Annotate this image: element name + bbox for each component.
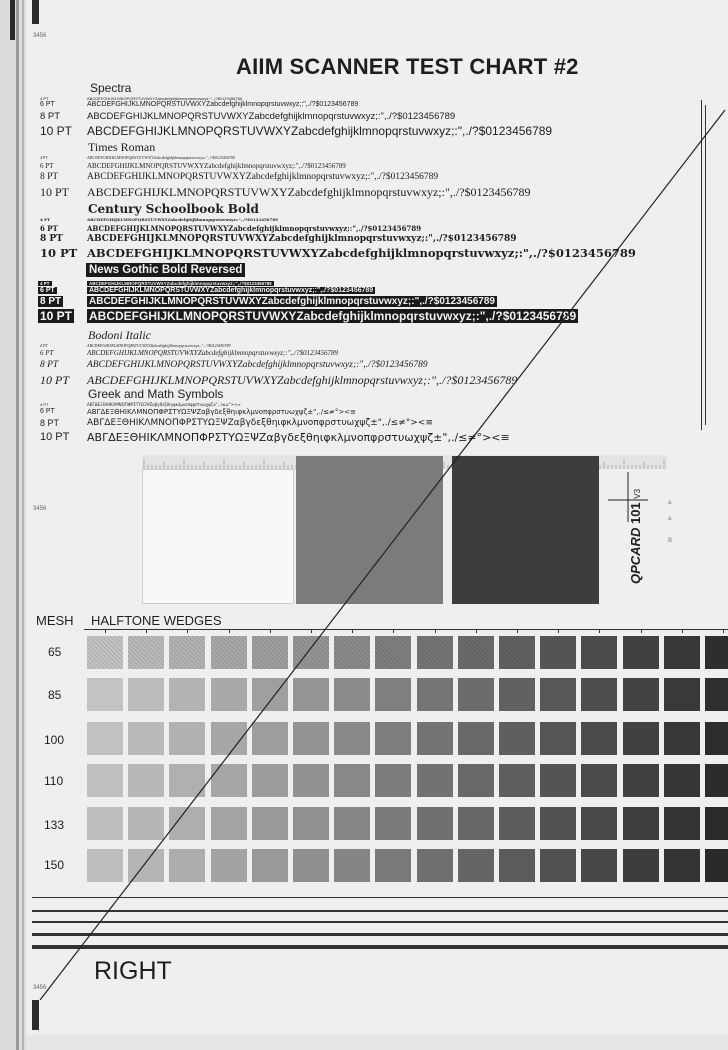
qpcard-mark: B (668, 538, 673, 544)
point-size-label: 8 PT (40, 234, 63, 244)
point-size-label: 6 PT (40, 349, 54, 357)
point-size-label: 4 PT (40, 402, 49, 407)
halftone-wedges-heading: HALFTONE WEDGES (91, 613, 222, 628)
point-size-label: 6 PT (40, 224, 58, 233)
point-size-label: 8 PT (40, 296, 62, 307)
point-size-label: 4 PT (40, 217, 51, 222)
specimen-text: ABCDEFGHIJKLMNOPQRSTUVWXYZabcdefghijklmnopqrstuvwxyz;:",./?$0123456789 (87, 124, 553, 138)
specimen-text: ABCDEFGHIJKLMNOPQRSTUVWXYZabcdefghijklmnopqrstuvwxyz;:",./?$0123456789 (87, 101, 359, 108)
point-size-label: 6 PT (40, 408, 55, 415)
specimen-text: ABCDEFGHIJKLMNOPQRSTUVWXYZabcdefghijklmnopqrstuvwxyz;:",./?$0123456789 (87, 162, 346, 170)
font-heading-bodoni-italic: Bodoni Italic (88, 328, 151, 342)
mesh-value-label: 65 (48, 645, 62, 659)
qpcard-brand: QPCARD (628, 527, 643, 584)
specimen-text: ABCDEFGHIJKLMNOPQRSTUVWXYZabcdefghijklmnopqrstuvwxyz;:",./?$0123456789 (87, 360, 428, 370)
point-size-label: 10 PT (40, 431, 70, 443)
specimen-text: ABCDEFGHIJKLMNOPQRSTUVWXYZabcdefghijklmnopqrstuvwxyz;:",./?$0123456789 (87, 96, 243, 101)
specimen-text: ABCDEFGHIJKLMNOPQRSTUVWXYZabcdefghijklmnopqrstuvwxyz;:",./?$0123456789 (87, 343, 231, 348)
specimen-text: ΑΒΓΔΕΞΘΗΙΚΛΜΝΟΠΦΡΣΤΥΩΞΨΖαβγδεξθηιφκλμνοπφρστυωχψζ±",./≤≠°><≡ (87, 408, 357, 416)
qpcard-model: 101 (628, 502, 643, 525)
point-size-label: 8 PT (40, 111, 61, 122)
point-size-label: 8 PT (40, 360, 59, 370)
mesh-value-label: 85 (48, 688, 62, 702)
qpcard-mark: a (668, 516, 672, 522)
margin-code-bottom: 3456 (33, 985, 47, 991)
point-size-label: 4 PT (40, 155, 48, 160)
mesh-value-label: 133 (44, 818, 65, 832)
specimen-text: ABCDEFGHIJKLMNOPQRSTUVWXYZabcdefghijklmnopqrstuvwxyz;:",./?$0123456789 (87, 155, 235, 160)
specimen-text: ΑΒΓΔΕΞΘΗΙΚΛΜΝΟΠΦΡΣΤΥΩΞΨΖαβγδεξθηιφκλμνοπφρστυωχψζ±",./≤≠°><≡ (87, 402, 241, 407)
point-size-label: 4 PT (40, 343, 48, 348)
font-heading-news-gothic: News Gothic Bold Reversed (86, 263, 245, 277)
specimen-text: ABCDEFGHIJKLMNOPQRSTUVWXYZabcdefghijklmnopqrstuvwxyz;:",./?$0123456789 (87, 349, 339, 357)
point-size-label: 6 PT (40, 162, 54, 170)
specimen-text: ABCDEFGHIJKLMNOPQRSTUVWXYZabcdefghijklmnopqrstuvwxyz;:",./?$0123456789 (87, 217, 278, 222)
point-size-label: 6 PT (40, 101, 55, 108)
specimen-text: ABCDEFGHIJKLMNOPQRSTUVWXYZabcdefghijklmnopqrstuvwxyz;:",./?$0123456789 (89, 309, 577, 323)
font-heading-century-schoolbook: Century Schoolbook Bold (88, 202, 259, 216)
specimen-text: ABCDEFGHIJKLMNOPQRSTUVWXYZabcdefghijklmnopqrstuvwxyz;:",./?$0123456789 (87, 234, 517, 244)
specimen-text: ΑΒΓΔΕΞΘΗΙΚΛΜΝΟΠΦΡΣΤΥΩΞΨΖαβγδεξθηιφκλμνοπφρστυωχψζ±",./≤≠°><≡ (87, 431, 510, 444)
point-size-label: 6 PT (40, 287, 55, 294)
point-size-label: 8 PT (40, 418, 60, 428)
specimen-text: ΑΒΓΔΕΞΘΗΙΚΛΜΝΟΠΦΡΣΤΥΩΞΨΖαβγδεξθηιφκλμνοπφρστυωχψζ±",./≤≠°><≡ (87, 418, 433, 428)
qpcard-version: V3 (633, 488, 642, 499)
orientation-label: RIGHT (94, 957, 172, 985)
specimen-text: ABCDEFGHIJKLMNOPQRSTUVWXYZabcdefghijklmnopqrstuvwxyz;:",./?$0123456789 (87, 111, 456, 122)
mesh-value-label: 150 (44, 858, 65, 872)
specimen-text: ABCDEFGHIJKLMNOPQRSTUVWXYZabcdefghijklmnopqrstuvwxyz;:",./?$0123456789 (87, 224, 422, 233)
chart-title: AIIM SCANNER TEST CHART #2 (236, 54, 579, 79)
specimen-text: ABCDEFGHIJKLMNOPQRSTUVWXYZabcdefghijklmnopqrstuvwxyz;:",./?$0123456789 (89, 287, 374, 294)
font-heading-spectra: Spectra (90, 81, 132, 95)
font-heading-times-roman: Times Roman (88, 140, 156, 154)
specimen-text: ABCDEFGHIJKLMNOPQRSTUVWXYZabcdefghijklmnopqrstuvwxyz;:",./?$0123456789 (87, 172, 439, 182)
specimen-text: ABCDEFGHIJKLMNOPQRSTUVWXYZabcdefghijklmnopqrstuvwxyz;:",./?$0123456789 (87, 185, 531, 199)
margin-code-mid: 3456 (33, 506, 47, 512)
mesh-heading: MESH (36, 613, 74, 628)
mesh-value-label: 110 (44, 774, 64, 788)
margin-code-top: 3456 (33, 33, 47, 39)
specimen-text: ABCDEFGHIJKLMNOPQRSTUVWXYZabcdefghijklmnopqrstuvwxyz;:",./?$0123456789 (89, 281, 272, 286)
point-size-label: 8 PT (40, 172, 59, 182)
point-size-label: 4 PT (40, 281, 50, 286)
point-size-label: 10 PT (40, 185, 70, 199)
point-size-label: 4 PT (40, 96, 49, 101)
point-size-label: 10 PT (40, 373, 70, 387)
point-size-label: 10 PT (40, 124, 73, 138)
qpcard-mark: a (668, 500, 672, 506)
specimen-text: ABCDEFGHIJKLMNOPQRSTUVWXYZabcdefghijklmnopqrstuvwxyz;:",./?$0123456789 (89, 296, 495, 307)
point-size-label: 10 PT (40, 309, 73, 323)
font-heading-greek-math: Greek and Math Symbols (88, 387, 224, 401)
mesh-value-label: 100 (44, 733, 65, 747)
specimen-text: ABCDEFGHIJKLMNOPQRSTUVWXYZabcdefghijklmnopqrstuvwxyz;:",./?$0123456789 (87, 373, 518, 387)
specimen-text: ABCDEFGHIJKLMNOPQRSTUVWXYZabcdefghijklmnopqrstuvwxyz;:",./?$0123456789 (87, 246, 636, 260)
point-size-label: 10 PT (40, 246, 78, 260)
